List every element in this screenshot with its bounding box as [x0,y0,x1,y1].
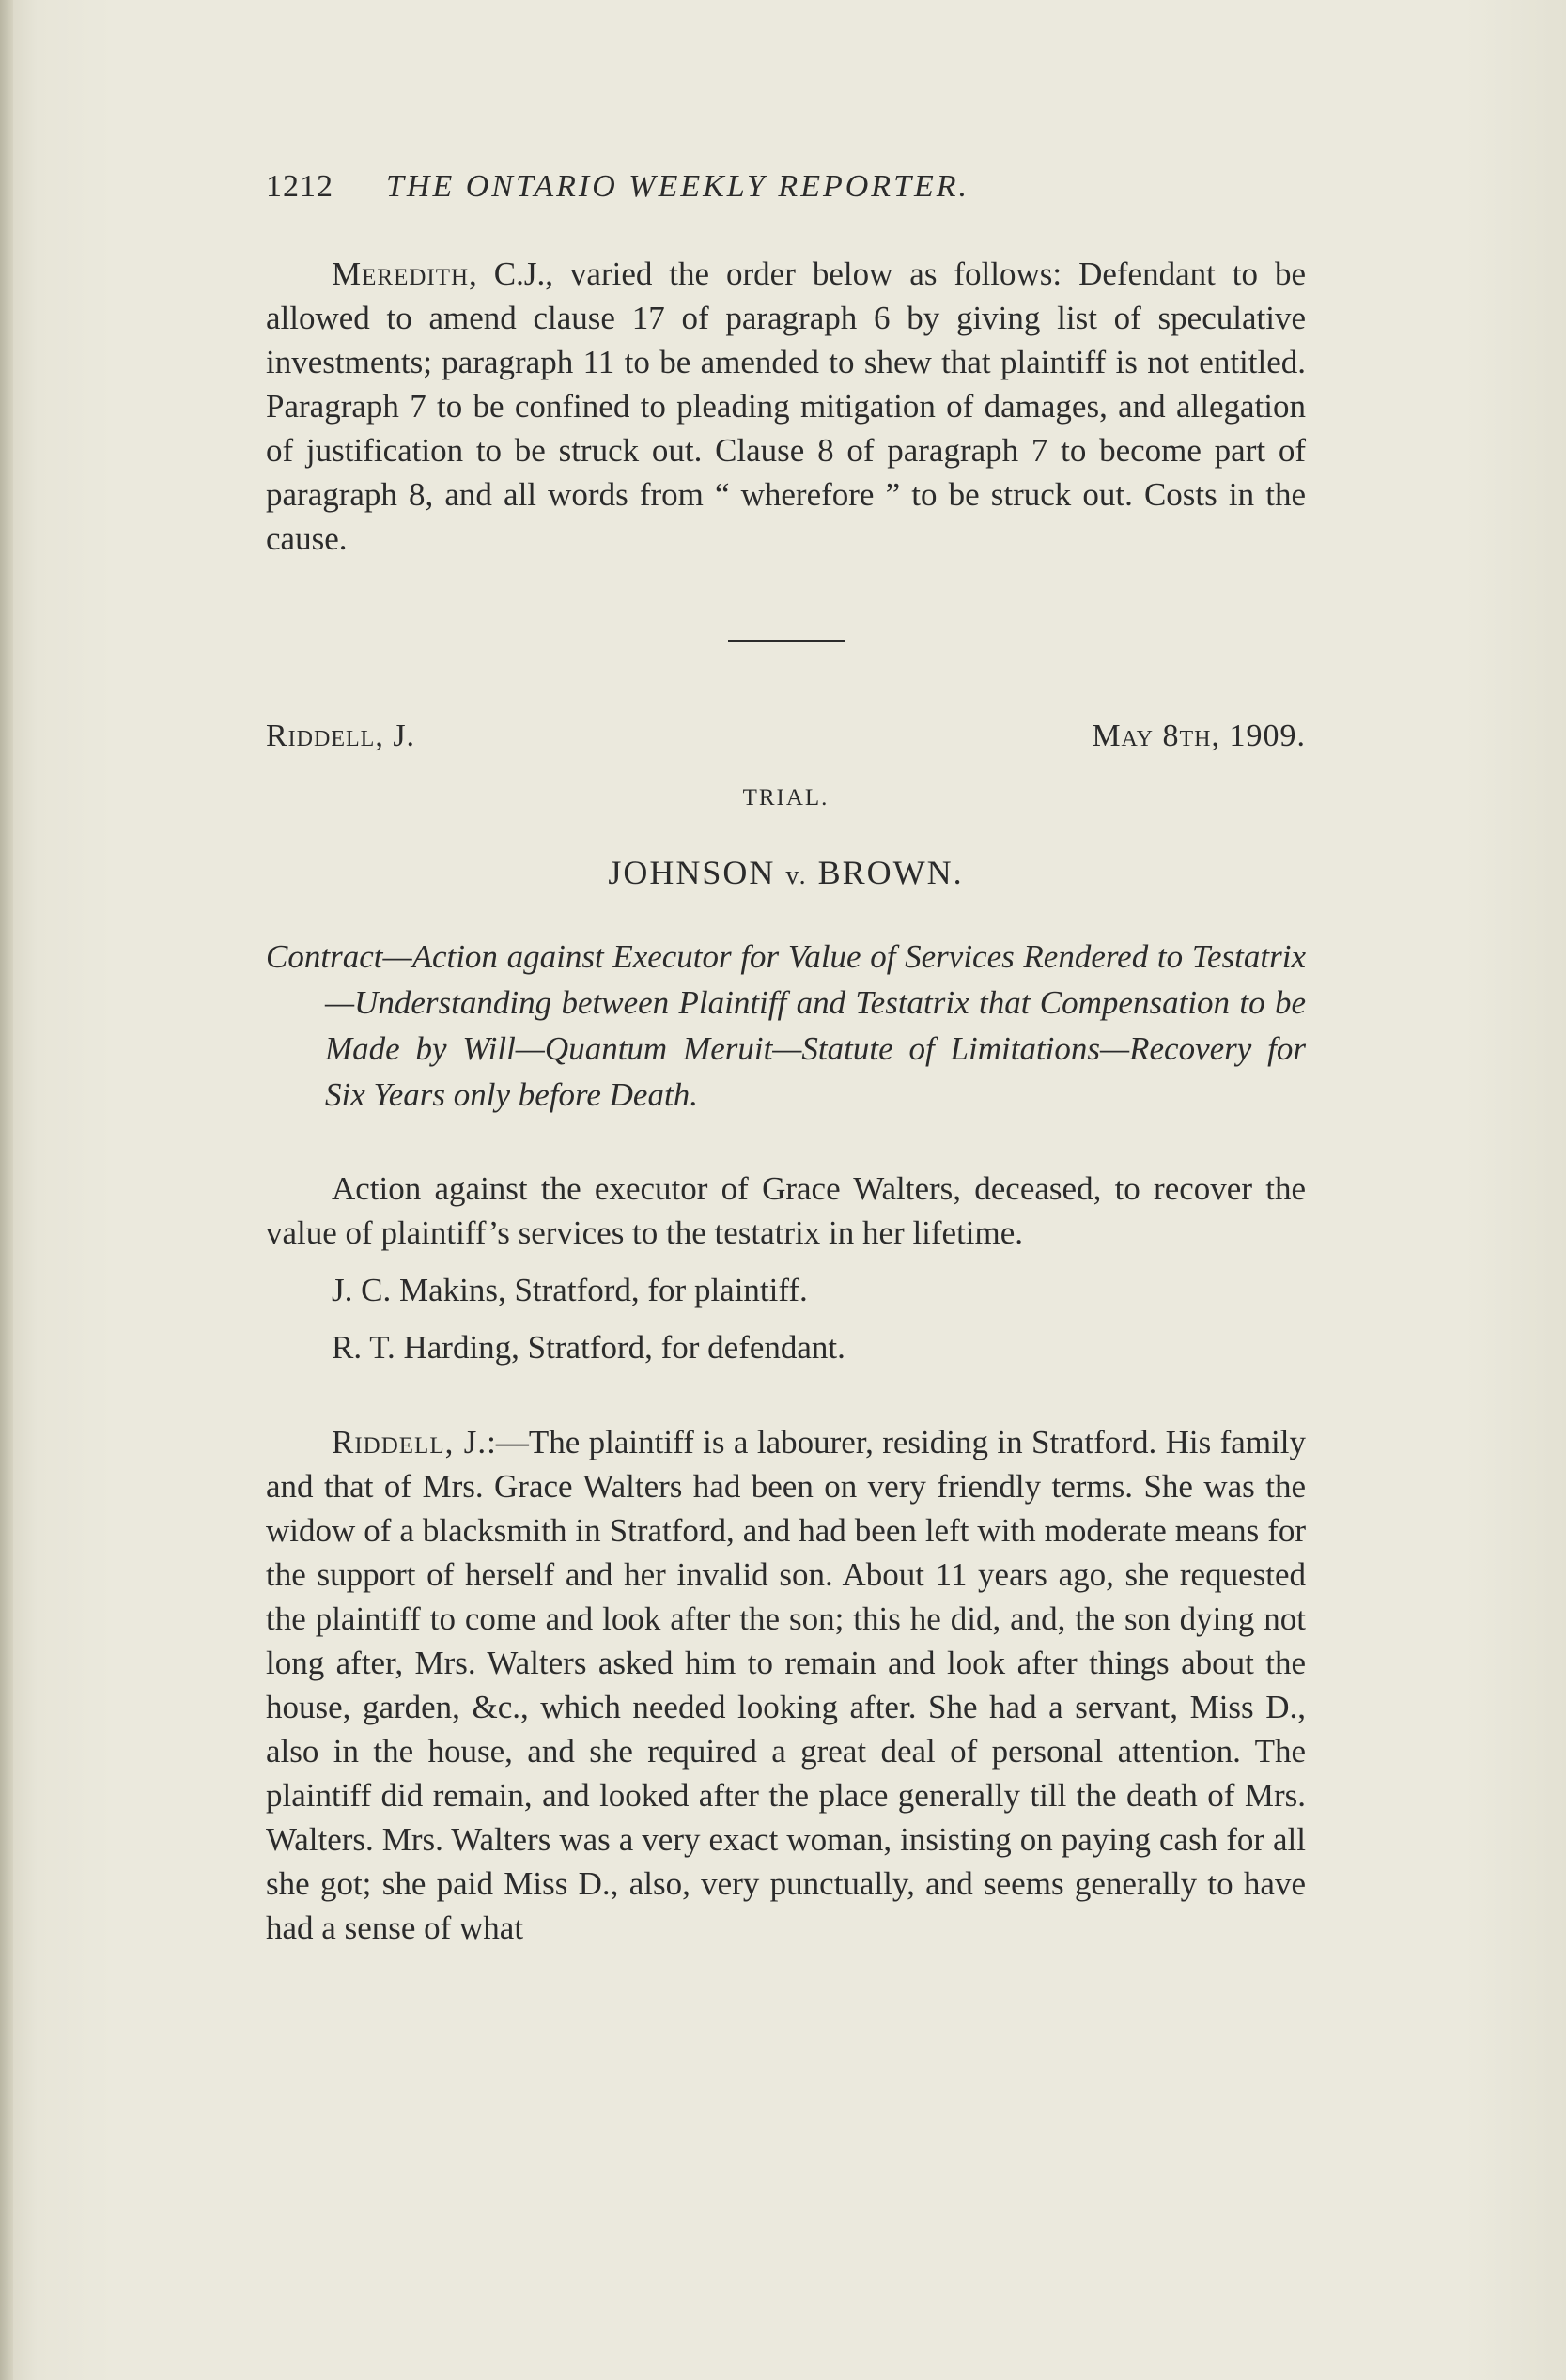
case-date: May 8th, 1909. [1092,719,1306,753]
judgment-judge-name: Riddell, J. [332,1424,488,1460]
judgment-paragraph [266,1420,1306,1950]
page-content [266,169,1306,1950]
case-judge: Riddell, J. [266,719,416,753]
headnote: Contract—Action against Executor for Value of Services Rendered to Testatrix—Understanding between Plaintiff and Testatrix that Compensation to be Made by Will—Quantum Meruit—Statute of Limitations—Recovery for Six Years only before Death. [266,938,1306,1113]
journal-title: THE ONTARIO WEEKLY REPORTER. [386,169,970,204]
book-gutter [0,0,13,2380]
case-title-defendant: BROWN. [817,854,964,891]
prior-judgment-paragraph [266,252,1306,561]
case-title [266,853,1306,892]
case-title-versus: v. [785,861,808,890]
judgment-text: :—The plaintiff is a labourer, residing in Stratford. His family and that of Mrs. Grace Walters had been on very friendly terms. She was the widow of a blacksmith in Stratford, and had been left with moderate means for the support of herself and her invalid son. About 11 years ago, she requested the plaintiff to come and look after the son; this he did, and, the son dying not long after, Mrs. Walters asked him to remain and look after things about the house, garden, &c., which needed looking after. She had a servant, Miss D., also in the house, and she required a great deal of personal attention. The plaintiff did remain, and looked after the place generally till the death of Mrs. Walters. Mrs. Walters was a very exact woman, insisting on paying cash for all she got; she paid Miss D., also, very punctually, and seems generally to have had a sense of what [266,1424,1306,1946]
running-head [266,169,1306,216]
case-judge-date-line [266,716,1306,757]
trial-label: TRIAL. [742,785,830,811]
page-number: 1212 [266,169,333,204]
prior-judgment-text: , C.J., varied the order below as follows: Defendant to be allowed to amend clause 17 of paragraph 6 by giving list of speculative investments; paragraph 11 to be amended to shew that plaintiff is not entitled. Paragraph 7 to be confined to pleading mitigation of damages, and allegation of justification to be struck out. Clause 8 of paragraph 7 to become part of paragraph 8, and all words from “ wherefore ” to be struck out. Costs in the cause. [266,255,1306,557]
section-divider [728,640,845,642]
counsel-defendant: R. T. Harding, Stratford, for defendant. [332,1329,845,1366]
case-summary: Action against the executor of Grace Walters, deceased, to recover the value of plaintiff’s services to the testatrix in her lifetime. [266,1170,1306,1251]
case-title-plaintiff: JOHNSON [608,854,776,891]
counsel-plaintiff: J. C. Makins, Stratford, for plaintiff. [332,1272,808,1308]
prior-judge-name: Meredith [332,255,470,292]
